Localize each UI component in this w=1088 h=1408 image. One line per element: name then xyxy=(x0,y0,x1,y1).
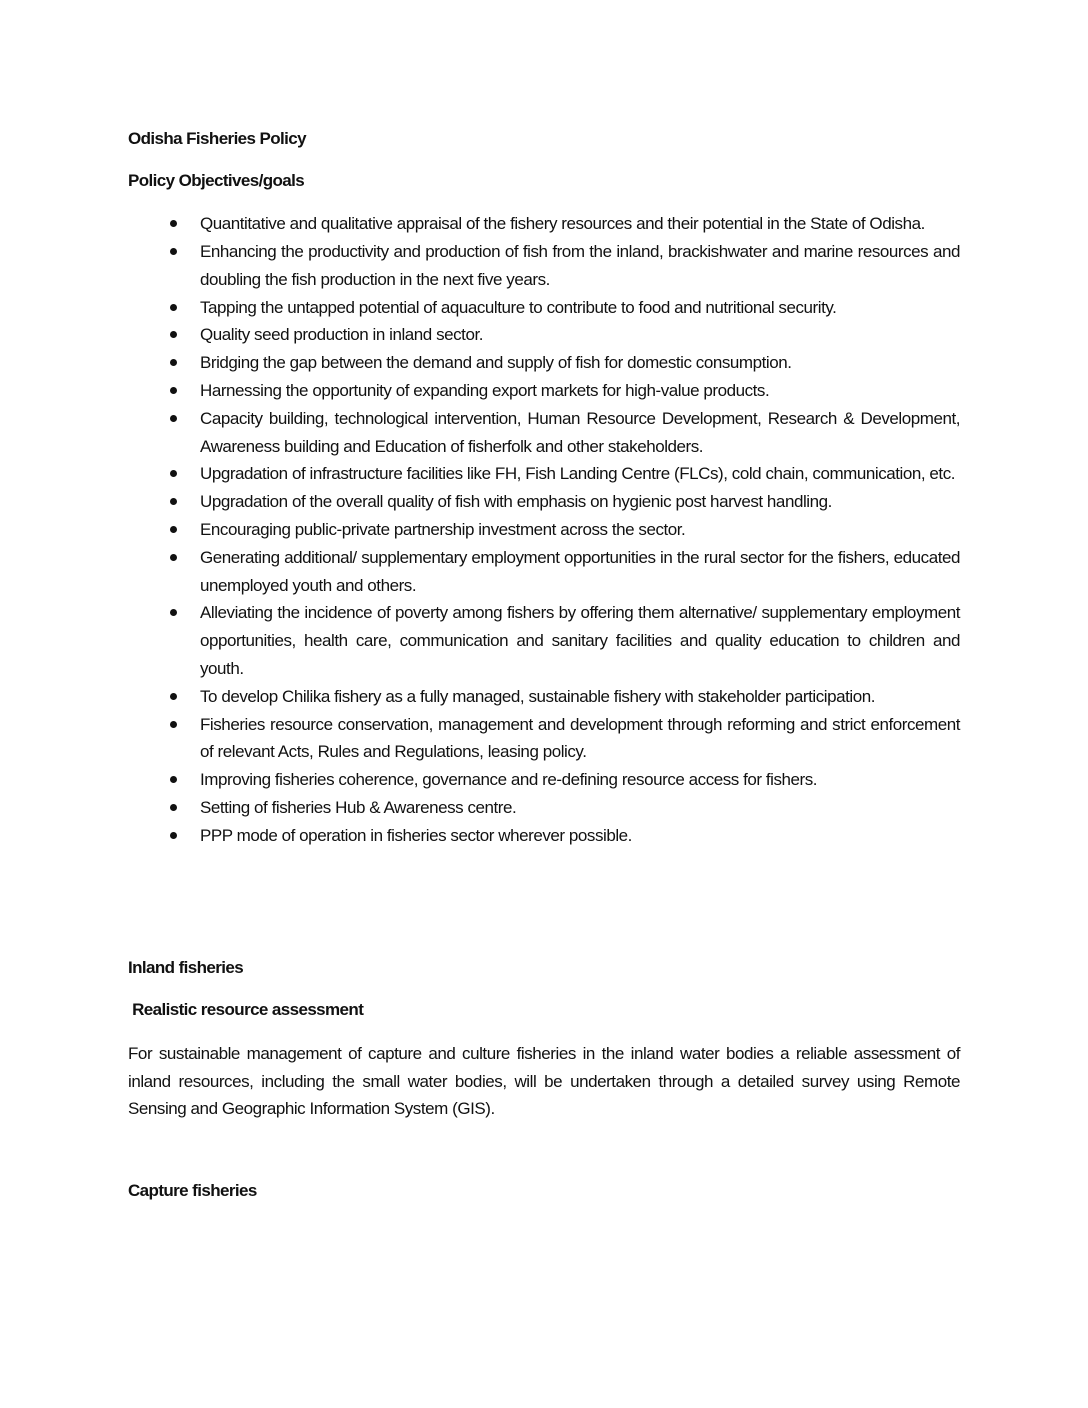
list-item xyxy=(128,822,960,850)
section-heading-inland-fisheries: Inland fisheries xyxy=(128,958,244,977)
bullet-icon xyxy=(170,832,177,839)
bullet-icon xyxy=(170,693,177,700)
list-item xyxy=(128,544,960,600)
document-title: Odisha Fisheries Policy xyxy=(128,129,306,148)
list-item xyxy=(128,377,960,405)
bullet-icon xyxy=(170,387,177,394)
list-item xyxy=(128,405,960,461)
list-item-text: Fisheries resource conservation, management and development through reforming and strict enforcement of relevant Acts, Rules and Regulations, leasing policy. xyxy=(200,714,960,762)
list-item-text: Enhancing the productivity and production of fish from the inland, brackishwater and marine resources and doubling the fish production in the next five years. xyxy=(200,242,960,289)
bullet-icon xyxy=(170,331,177,338)
list-item-text: Encouraging public-private partnership investment across the sector. xyxy=(200,520,686,540)
list-item xyxy=(128,488,960,516)
list-item-text: Generating additional/ supplementary employment opportunities in the rural sector for the fishers, educated unemployed youth and others. xyxy=(200,547,960,595)
section-heading-objectives: Policy Objectives/goals xyxy=(128,171,305,190)
list-item-text: PPP mode of operation in fisheries sector wherever possible. xyxy=(200,825,632,845)
bullet-icon xyxy=(170,359,177,366)
list-item xyxy=(128,711,960,767)
subheading-resource-assessment: Realistic resource assessment xyxy=(128,1000,364,1019)
resource-assessment-paragraph: For sustainable management of capture and culture fisheries in the inland water bodies a reliable assessment of inland resources, including the small water bodies, will be undertaken through a detailed survey using Remote Sensing and Geographic Information System (GIS). xyxy=(128,1044,960,1118)
section-heading-capture-fisheries: Capture fisheries xyxy=(128,1181,257,1200)
bullet-icon xyxy=(170,470,177,477)
bullet-icon xyxy=(170,526,177,533)
list-item-text: Tapping the untapped potential of aquaculture to contribute to food and nutritional security. xyxy=(200,297,837,317)
list-item xyxy=(128,683,960,711)
list-item-text: Improving fisheries coherence, governance and re-defining resource access for fishers. xyxy=(200,770,818,790)
list-item xyxy=(128,294,960,322)
bullet-icon xyxy=(170,609,177,616)
bullet-icon xyxy=(170,554,177,561)
bullet-icon xyxy=(170,248,177,255)
list-item-text: Capacity building, technological intervention, Human Resource Development, Research & Development, Awareness building and Education of fisherfolk and other stakeholders. xyxy=(200,408,960,456)
list-item xyxy=(128,766,960,794)
list-item-text: Quality seed production in inland sector. xyxy=(200,325,484,345)
bullet-icon xyxy=(170,304,177,311)
bullet-icon xyxy=(170,415,177,422)
objectives-list xyxy=(128,210,960,850)
list-item-text: Upgradation of the overall quality of fish with emphasis on hygienic post harvest handling. xyxy=(200,492,832,512)
list-item xyxy=(128,516,960,544)
bullet-icon xyxy=(170,776,177,783)
list-item xyxy=(128,210,960,238)
list-item xyxy=(128,460,960,488)
list-item xyxy=(128,599,960,682)
list-item xyxy=(128,321,960,349)
list-item-text: Setting of fisheries Hub & Awareness centre. xyxy=(200,798,517,818)
bullet-icon xyxy=(170,498,177,505)
bullet-icon xyxy=(170,804,177,811)
list-item xyxy=(128,794,960,822)
list-item-text: To develop Chilika fishery as a fully managed, sustainable fishery with stakeholder participation. xyxy=(200,686,876,706)
bullet-icon xyxy=(170,220,177,227)
list-item-text: Upgradation of infrastructure facilities like FH, Fish Landing Centre (FLCs), cold chain, communication, etc. xyxy=(200,464,956,484)
list-item-text: Harnessing the opportunity of expanding export markets for high-value products. xyxy=(200,381,770,401)
bullet-icon xyxy=(170,721,177,728)
list-item xyxy=(128,349,960,377)
list-item xyxy=(128,238,960,294)
list-item-text: Alleviating the incidence of poverty among fishers by offering them alternative/ supplementary employment opportunities, health care, communication and sanitary facilities and quality education to children and youth. xyxy=(200,603,960,679)
list-item-text: Bridging the gap between the demand and supply of fish for domestic consumption. xyxy=(200,353,792,373)
list-item-text: Quantitative and qualitative appraisal of the fishery resources and their potential in the State of Odisha. xyxy=(200,214,925,233)
